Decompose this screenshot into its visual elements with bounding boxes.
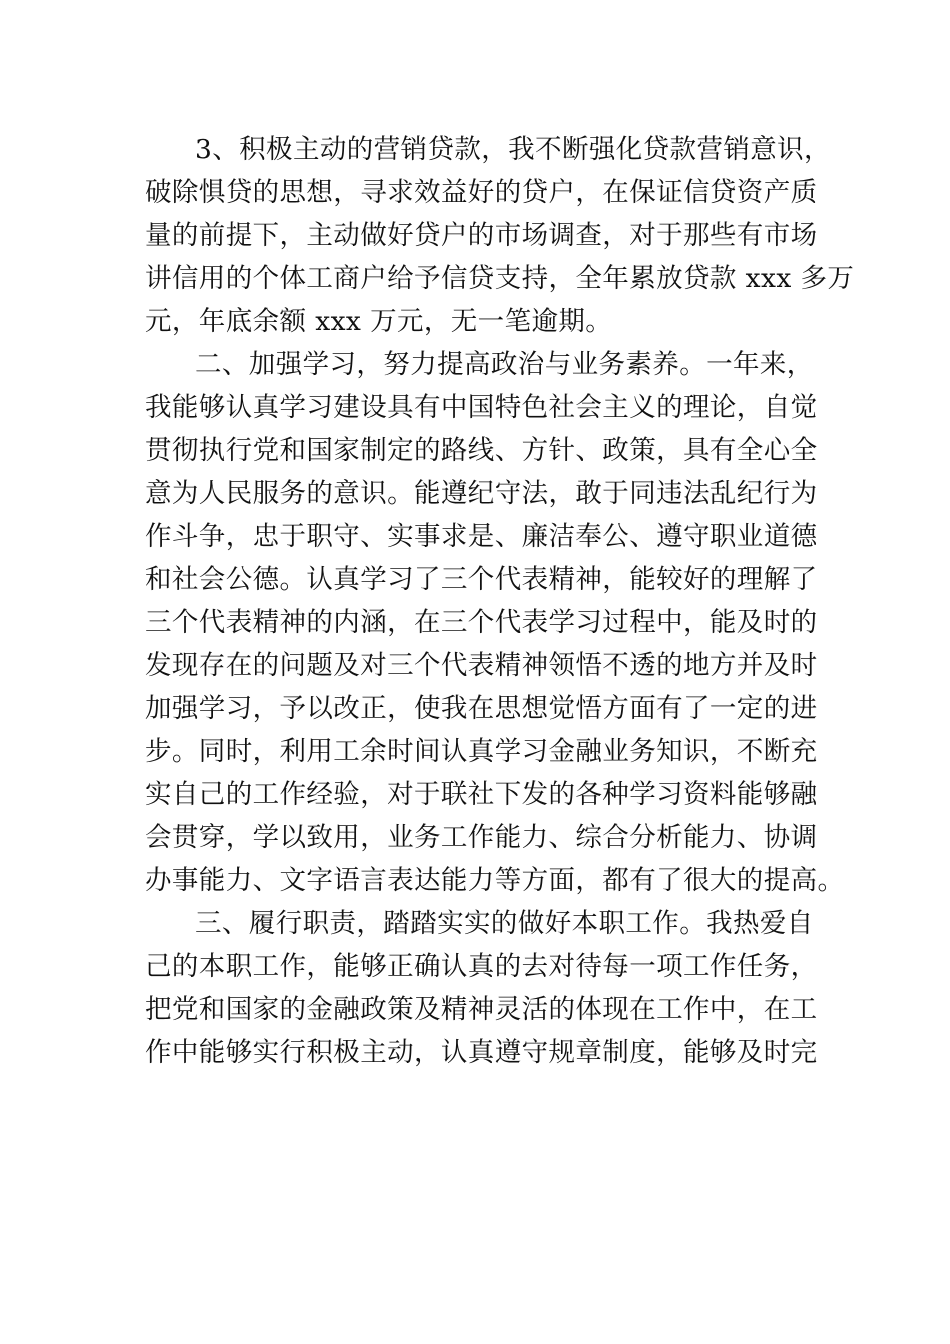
text-line: 3、积极主动的营销贷款，我不断强化贷款营销意识， — [195, 134, 831, 165]
text-line: 二、加强学习，努力提高政治与业务素养。一年来， — [195, 349, 814, 380]
paragraph-loan-marketing — [145, 128, 855, 343]
text-line: 实自己的工作经验，对于联社下发的各种学习资料能够融 — [145, 779, 818, 810]
text-line: 三个代表精神的内涵，在三个代表学习过程中，能及时的 — [145, 607, 818, 638]
text-line: 发现存在的问题及对三个代表精神领悟不透的地方并及时 — [145, 650, 818, 681]
paragraph-study — [145, 343, 845, 902]
document-body — [145, 128, 855, 1074]
text-line: 贯彻执行党和国家制定的路线、方针、政策，具有全心全 — [145, 435, 818, 466]
text-line: 三、履行职责，踏踏实实的做好本职工作。我热爱自 — [195, 908, 814, 939]
text-line: 加强学习，予以改正，使我在思想觉悟方面有了一定的进 — [145, 693, 818, 724]
text-line: 作斗争，忠于职守、实事求是、廉洁奉公、遵守职业道德 — [145, 521, 818, 552]
text-line: 我能够认真学习建设具有中国特色社会主义的理论，自觉 — [145, 392, 818, 423]
text-line: 量的前提下，主动做好贷户的市场调查，对于那些有市场 — [145, 220, 818, 251]
text-line: 办事能力、文字语言表达能力等方面，都有了很大的提高。 — [145, 865, 845, 896]
text-line: 和社会公德。认真学习了三个代表精神，能较好的理解了 — [145, 564, 818, 595]
text-line: 把党和国家的金融政策及精神灵活的体现在工作中，在工 — [145, 994, 818, 1025]
text-line: 作中能够实行积极主动，认真遵守规章制度，能够及时完 — [145, 1037, 818, 1068]
text-line: 破除惧贷的思想，寻求效益好的贷户，在保证信贷资产质 — [145, 177, 818, 208]
text-line: 意为人民服务的意识。能遵纪守法，敢于同违法乱纪行为 — [145, 478, 818, 509]
text-line: 己的本职工作，能够正确认真的去对待每一项工作任务， — [145, 951, 818, 982]
text-line: 元，年底余额 xxx 万元，无一笔逾期。 — [145, 306, 613, 337]
paragraph-duties — [145, 902, 818, 1074]
text-line: 会贯穿，学以致用，业务工作能力、综合分析能力、协调 — [145, 822, 818, 853]
text-line: 讲信用的个体工商户给予信贷支持，全年累放贷款 xxx 多万 — [145, 263, 855, 294]
text-line: 步。同时，利用工余时间认真学习金融业务知识，不断充 — [145, 736, 818, 767]
